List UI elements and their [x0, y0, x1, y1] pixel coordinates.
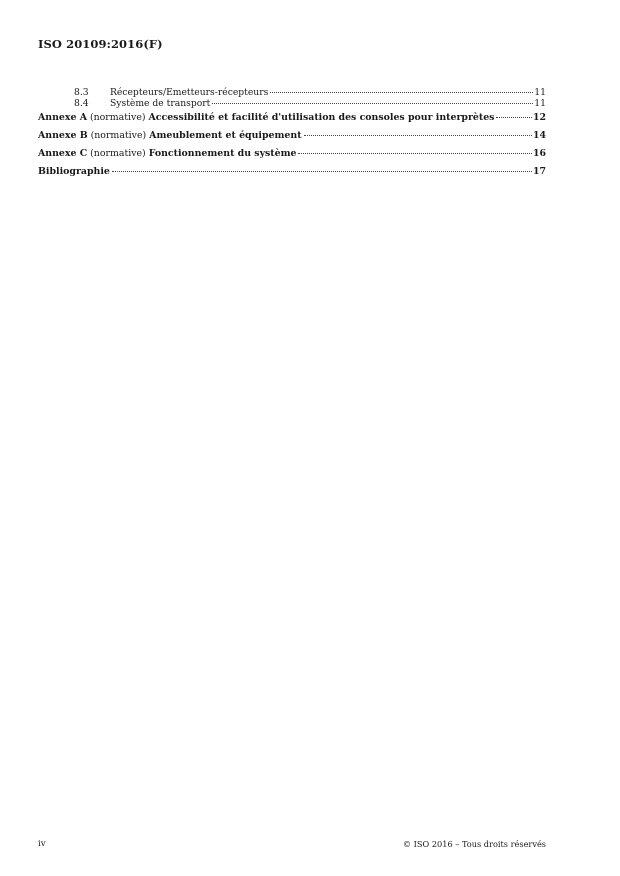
page-number: 14: [532, 130, 546, 141]
toc-entry-annex-c[interactable]: [38, 145, 546, 163]
dot-leader: [496, 117, 532, 118]
page-number: 16: [532, 148, 546, 159]
page-number: 11: [534, 98, 546, 109]
toc-entry-annex-a[interactable]: [38, 109, 546, 127]
dot-leader: [212, 103, 533, 104]
section-number: 8.4: [74, 98, 89, 109]
bibliography-title: Bibliographie: [38, 166, 110, 177]
section-title: Récepteurs/Emetteurs-récepteurs: [110, 87, 269, 98]
table-of-contents: [38, 87, 546, 181]
footer-copyright: © ISO 2016 – Tous droits réservés: [402, 839, 546, 849]
toc-entry-bibliography[interactable]: [38, 163, 546, 181]
page-number: 17: [532, 166, 546, 177]
toc-entry-8-4[interactable]: [38, 98, 546, 109]
dot-leader: [298, 153, 531, 154]
page-number: 11: [534, 87, 546, 98]
annex-label: Annexe A: [38, 112, 87, 123]
page-number: 12: [532, 112, 546, 123]
document-id-header: ISO 20109:2016(F): [38, 37, 163, 51]
annex-title: Accessibilité et facilité d'utilisation des consoles pour interprètes: [148, 112, 495, 123]
annex-type: (normative): [90, 130, 147, 141]
toc-entry-annex-b[interactable]: [38, 127, 546, 145]
annex-type: (normative): [89, 112, 146, 123]
annex-type: (normative): [90, 148, 146, 159]
dot-leader: [304, 135, 532, 136]
annex-label: Annexe C: [38, 148, 88, 159]
annex-title: Fonctionnement du système: [148, 148, 297, 159]
annex-title: Ameublement et équipement: [149, 130, 302, 141]
toc-entry-8-3[interactable]: [38, 87, 546, 98]
section-title: Système de transport: [110, 98, 211, 109]
dot-leader: [270, 92, 533, 93]
dot-leader: [112, 171, 532, 172]
footer-page-number: iv: [38, 839, 46, 849]
annex-label: Annexe B: [38, 130, 88, 141]
section-number: 8.3: [74, 87, 89, 98]
